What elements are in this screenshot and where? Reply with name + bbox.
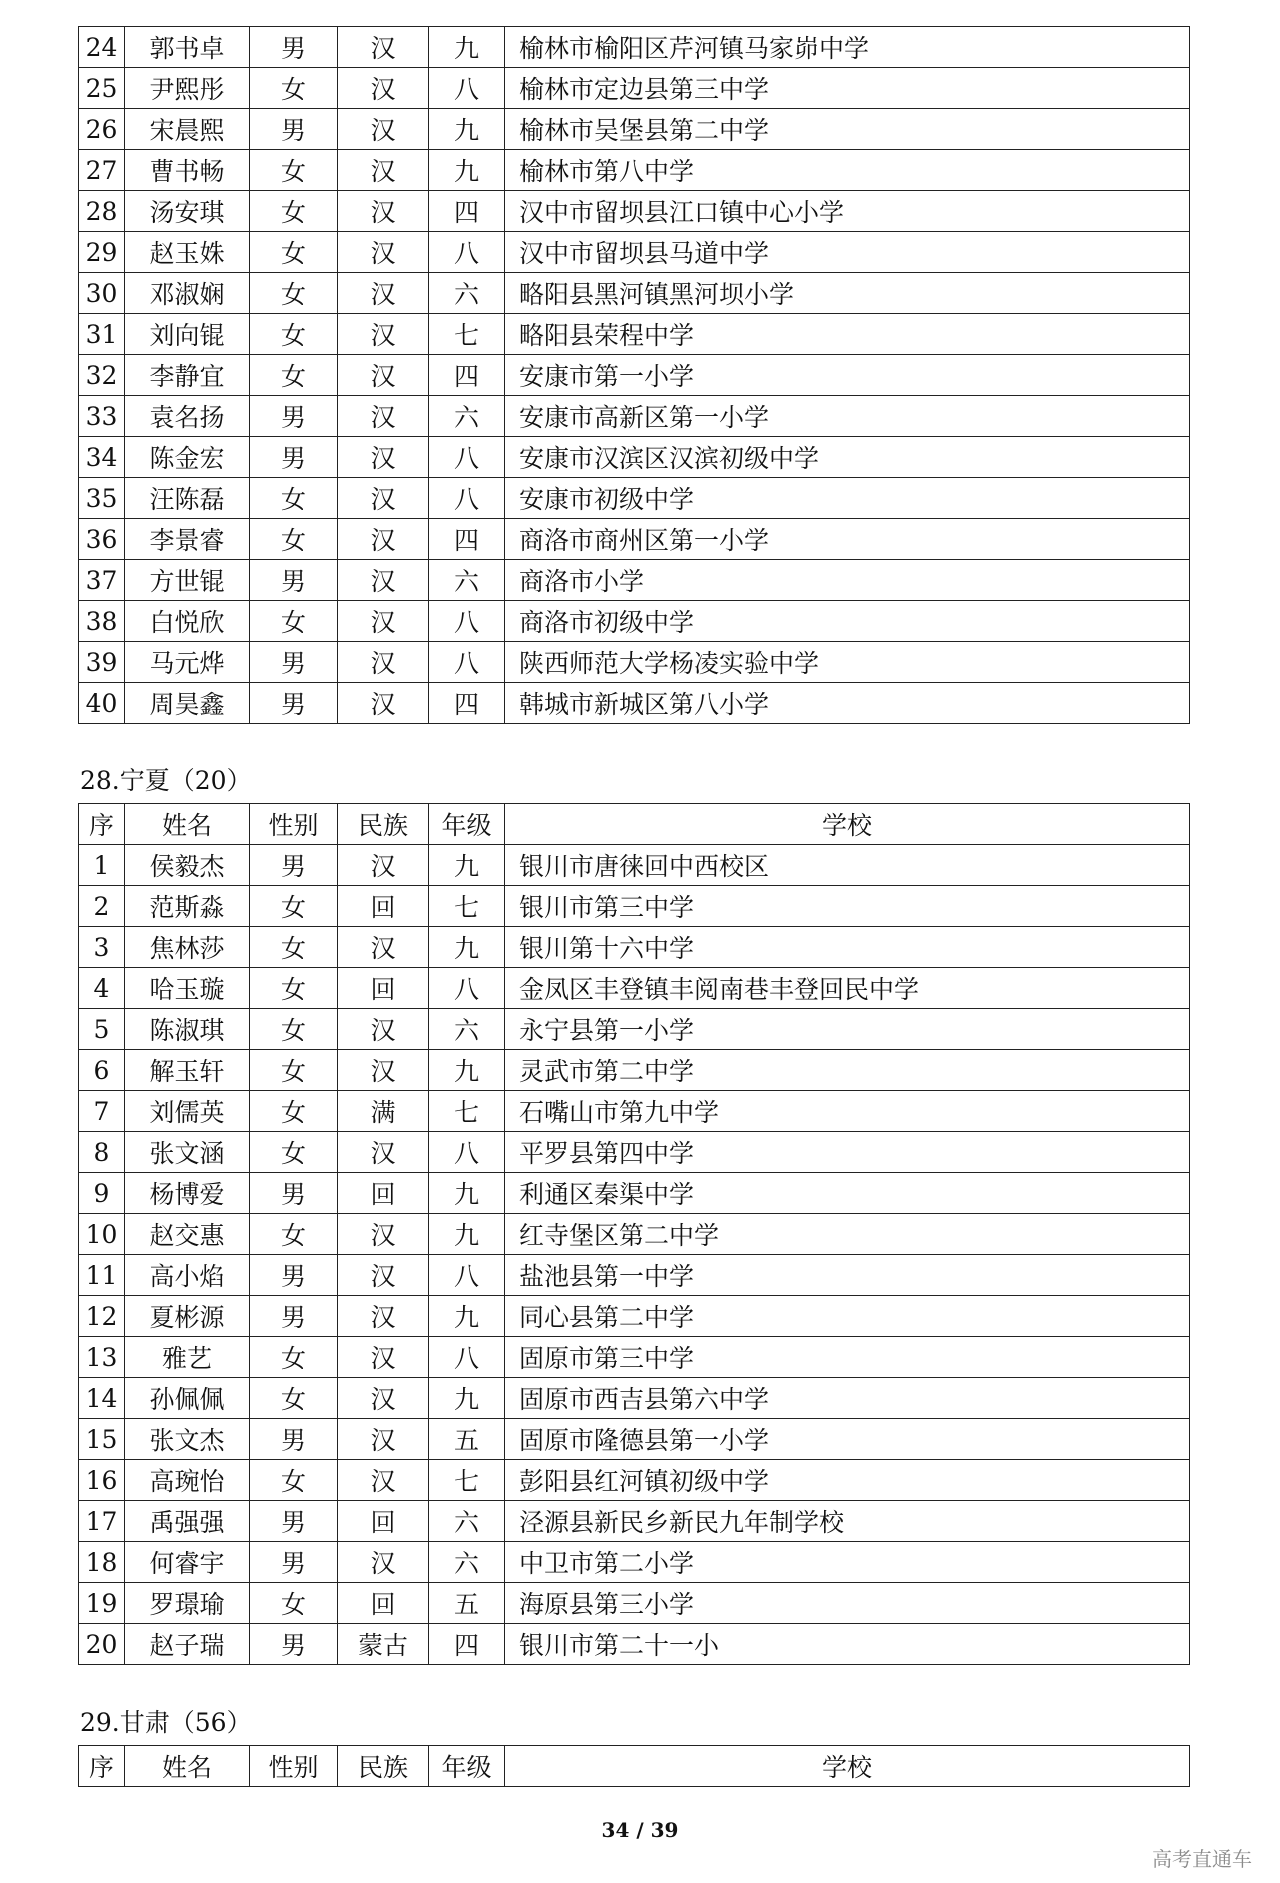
cell-grade: 六 xyxy=(429,1501,505,1542)
cell-grade: 七 xyxy=(429,314,505,355)
cell-no: 30 xyxy=(79,273,125,314)
cell-gender: 男 xyxy=(250,27,338,68)
header-grade: 年级 xyxy=(429,1746,505,1787)
cell-ethnicity: 汉 xyxy=(338,355,429,396)
cell-name: 高琬怡 xyxy=(125,1460,250,1501)
cell-no: 11 xyxy=(79,1255,125,1296)
cell-school: 盐池县第一中学 xyxy=(505,1255,1190,1296)
cell-grade: 九 xyxy=(429,150,505,191)
cell-ethnicity: 汉 xyxy=(338,109,429,150)
cell-name: 陈金宏 xyxy=(125,437,250,478)
cell-grade: 八 xyxy=(429,1255,505,1296)
cell-no: 39 xyxy=(79,642,125,683)
cell-school: 榆林市定边县第三中学 xyxy=(505,68,1190,109)
cell-ethnicity: 汉 xyxy=(338,927,429,968)
cell-no: 9 xyxy=(79,1173,125,1214)
cell-name: 马元烨 xyxy=(125,642,250,683)
table-row xyxy=(79,1583,1190,1624)
cell-no: 40 xyxy=(79,683,125,724)
table-row xyxy=(79,968,1190,1009)
table-row xyxy=(79,1173,1190,1214)
cell-school: 榆林市榆阳区芹河镇马家峁中学 xyxy=(505,27,1190,68)
table-row xyxy=(79,683,1190,724)
cell-ethnicity: 回 xyxy=(338,968,429,1009)
cell-no: 27 xyxy=(79,150,125,191)
table-header-row xyxy=(79,804,1190,845)
header-ethnicity: 民族 xyxy=(338,804,429,845)
cell-no: 10 xyxy=(79,1214,125,1255)
cell-gender: 女 xyxy=(250,927,338,968)
cell-school: 汉中市留坝县马道中学 xyxy=(505,232,1190,273)
cell-name: 宋晨熙 xyxy=(125,109,250,150)
cell-ethnicity: 汉 xyxy=(338,1460,429,1501)
cell-no: 4 xyxy=(79,968,125,1009)
cell-school: 海原县第三小学 xyxy=(505,1583,1190,1624)
cell-grade: 九 xyxy=(429,1378,505,1419)
cell-no: 8 xyxy=(79,1132,125,1173)
cell-gender: 女 xyxy=(250,1378,338,1419)
cell-gender: 女 xyxy=(250,1009,338,1050)
cell-no: 15 xyxy=(79,1419,125,1460)
cell-gender: 男 xyxy=(250,1542,338,1583)
cell-school: 泾源县新民乡新民九年制学校 xyxy=(505,1501,1190,1542)
table-row xyxy=(79,1624,1190,1665)
cell-ethnicity: 汉 xyxy=(338,1419,429,1460)
cell-name: 李静宜 xyxy=(125,355,250,396)
cell-grade: 七 xyxy=(429,1460,505,1501)
header-school: 学校 xyxy=(505,1746,1190,1787)
table-row xyxy=(79,1132,1190,1173)
table-row xyxy=(79,601,1190,642)
cell-ethnicity: 汉 xyxy=(338,273,429,314)
cell-grade: 五 xyxy=(429,1583,505,1624)
cell-school: 安康市汉滨区汉滨初级中学 xyxy=(505,437,1190,478)
cell-name: 汤安琪 xyxy=(125,191,250,232)
roster-table-gansu xyxy=(78,1745,1190,1787)
cell-ethnicity: 汉 xyxy=(338,1255,429,1296)
cell-grade: 四 xyxy=(429,519,505,560)
cell-ethnicity: 汉 xyxy=(338,845,429,886)
cell-school: 银川市第三中学 xyxy=(505,886,1190,927)
cell-no: 25 xyxy=(79,68,125,109)
cell-grade: 九 xyxy=(429,1214,505,1255)
cell-grade: 九 xyxy=(429,27,505,68)
cell-no: 13 xyxy=(79,1337,125,1378)
cell-ethnicity: 汉 xyxy=(338,683,429,724)
cell-name: 赵玉姝 xyxy=(125,232,250,273)
cell-no: 34 xyxy=(79,437,125,478)
table-row xyxy=(79,1542,1190,1583)
cell-no: 29 xyxy=(79,232,125,273)
cell-gender: 男 xyxy=(250,1296,338,1337)
cell-name: 焦林莎 xyxy=(125,927,250,968)
cell-no: 16 xyxy=(79,1460,125,1501)
cell-school: 榆林市第八中学 xyxy=(505,150,1190,191)
cell-school: 固原市隆德县第一小学 xyxy=(505,1419,1190,1460)
cell-ethnicity: 汉 xyxy=(338,68,429,109)
cell-name: 方世锟 xyxy=(125,560,250,601)
table-row xyxy=(79,1050,1190,1091)
cell-gender: 女 xyxy=(250,886,338,927)
cell-gender: 男 xyxy=(250,845,338,886)
cell-school: 银川第十六中学 xyxy=(505,927,1190,968)
table-row xyxy=(79,355,1190,396)
section-title-gansu: 29.甘肃（56） xyxy=(80,1708,252,1737)
cell-gender: 女 xyxy=(250,1460,338,1501)
cell-ethnicity: 汉 xyxy=(338,642,429,683)
cell-gender: 男 xyxy=(250,1501,338,1542)
cell-ethnicity: 汉 xyxy=(338,1214,429,1255)
cell-no: 2 xyxy=(79,886,125,927)
cell-gender: 女 xyxy=(250,519,338,560)
cell-no: 18 xyxy=(79,1542,125,1583)
cell-ethnicity: 汉 xyxy=(338,314,429,355)
table-row xyxy=(79,109,1190,150)
table-row xyxy=(79,191,1190,232)
cell-grade: 四 xyxy=(429,683,505,724)
cell-name: 夏彬源 xyxy=(125,1296,250,1337)
cell-grade: 七 xyxy=(429,886,505,927)
cell-gender: 男 xyxy=(250,396,338,437)
cell-name: 刘向锟 xyxy=(125,314,250,355)
cell-gender: 女 xyxy=(250,68,338,109)
cell-name: 汪陈磊 xyxy=(125,478,250,519)
cell-gender: 女 xyxy=(250,601,338,642)
cell-gender: 男 xyxy=(250,642,338,683)
header-name: 姓名 xyxy=(125,804,250,845)
cell-school: 商洛市商州区第一小学 xyxy=(505,519,1190,560)
header-school: 学校 xyxy=(505,804,1190,845)
cell-gender: 女 xyxy=(250,1050,338,1091)
table-row xyxy=(79,927,1190,968)
cell-school: 永宁县第一小学 xyxy=(505,1009,1190,1050)
header-name: 姓名 xyxy=(125,1746,250,1787)
table-row xyxy=(79,1091,1190,1132)
cell-school: 石嘴山市第九中学 xyxy=(505,1091,1190,1132)
cell-no: 17 xyxy=(79,1501,125,1542)
cell-grade: 六 xyxy=(429,396,505,437)
cell-no: 28 xyxy=(79,191,125,232)
cell-no: 35 xyxy=(79,478,125,519)
cell-school: 安康市高新区第一小学 xyxy=(505,396,1190,437)
cell-school: 汉中市留坝县江口镇中心小学 xyxy=(505,191,1190,232)
cell-ethnicity: 汉 xyxy=(338,1378,429,1419)
table-row xyxy=(79,1501,1190,1542)
cell-no: 3 xyxy=(79,927,125,968)
table-row xyxy=(79,478,1190,519)
cell-gender: 男 xyxy=(250,560,338,601)
table-row xyxy=(79,314,1190,355)
cell-ethnicity: 汉 xyxy=(338,478,429,519)
cell-gender: 女 xyxy=(250,1091,338,1132)
cell-name: 雅艺 xyxy=(125,1337,250,1378)
cell-no: 36 xyxy=(79,519,125,560)
cell-school: 平罗县第四中学 xyxy=(505,1132,1190,1173)
table-row xyxy=(79,845,1190,886)
cell-name: 袁名扬 xyxy=(125,396,250,437)
cell-grade: 八 xyxy=(429,68,505,109)
cell-name: 哈玉璇 xyxy=(125,968,250,1009)
table-row xyxy=(79,273,1190,314)
cell-school: 安康市第一小学 xyxy=(505,355,1190,396)
cell-ethnicity: 回 xyxy=(338,1583,429,1624)
cell-gender: 女 xyxy=(250,1132,338,1173)
cell-name: 孙佩佩 xyxy=(125,1378,250,1419)
cell-grade: 八 xyxy=(429,1132,505,1173)
cell-ethnicity: 汉 xyxy=(338,191,429,232)
cell-name: 何睿宇 xyxy=(125,1542,250,1583)
cell-no: 12 xyxy=(79,1296,125,1337)
table-row xyxy=(79,642,1190,683)
cell-grade: 五 xyxy=(429,1419,505,1460)
cell-ethnicity: 回 xyxy=(338,1501,429,1542)
table-row xyxy=(79,68,1190,109)
cell-gender: 男 xyxy=(250,1419,338,1460)
cell-school: 略阳县黑河镇黑河坝小学 xyxy=(505,273,1190,314)
cell-ethnicity: 汉 xyxy=(338,1050,429,1091)
cell-name: 陈淑琪 xyxy=(125,1009,250,1050)
cell-grade: 九 xyxy=(429,1050,505,1091)
cell-school: 银川市第二十一小 xyxy=(505,1624,1190,1665)
cell-ethnicity: 满 xyxy=(338,1091,429,1132)
table-row xyxy=(79,396,1190,437)
cell-gender: 男 xyxy=(250,1624,338,1665)
cell-grade: 九 xyxy=(429,109,505,150)
page-number: 34 / 39 xyxy=(601,1818,679,1842)
cell-ethnicity: 汉 xyxy=(338,560,429,601)
cell-name: 赵交惠 xyxy=(125,1214,250,1255)
cell-no: 14 xyxy=(79,1378,125,1419)
cell-name: 曹书畅 xyxy=(125,150,250,191)
cell-school: 陕西师范大学杨凌实验中学 xyxy=(505,642,1190,683)
table-row xyxy=(79,1296,1190,1337)
table-row xyxy=(79,232,1190,273)
cell-gender: 女 xyxy=(250,150,338,191)
cell-name: 高小焰 xyxy=(125,1255,250,1296)
cell-grade: 八 xyxy=(429,232,505,273)
cell-school: 红寺堡区第二中学 xyxy=(505,1214,1190,1255)
cell-grade: 四 xyxy=(429,1624,505,1665)
cell-no: 26 xyxy=(79,109,125,150)
cell-grade: 八 xyxy=(429,601,505,642)
cell-name: 邓淑娴 xyxy=(125,273,250,314)
cell-gender: 女 xyxy=(250,314,338,355)
table-row xyxy=(79,1255,1190,1296)
cell-ethnicity: 汉 xyxy=(338,27,429,68)
cell-school: 中卫市第二小学 xyxy=(505,1542,1190,1583)
cell-ethnicity: 汉 xyxy=(338,437,429,478)
cell-no: 38 xyxy=(79,601,125,642)
cell-no: 32 xyxy=(79,355,125,396)
roster-table-body xyxy=(79,27,1190,724)
cell-grade: 七 xyxy=(429,1091,505,1132)
cell-school: 金凤区丰登镇丰阅南巷丰登回民中学 xyxy=(505,968,1190,1009)
cell-gender: 男 xyxy=(250,109,338,150)
cell-ethnicity: 汉 xyxy=(338,232,429,273)
cell-no: 19 xyxy=(79,1583,125,1624)
cell-ethnicity: 汉 xyxy=(338,1132,429,1173)
cell-grade: 八 xyxy=(429,478,505,519)
cell-no: 24 xyxy=(79,27,125,68)
cell-school: 同心县第二中学 xyxy=(505,1296,1190,1337)
watermark: 高考直通车 xyxy=(1152,1847,1252,1871)
cell-grade: 六 xyxy=(429,273,505,314)
cell-grade: 四 xyxy=(429,355,505,396)
cell-no: 5 xyxy=(79,1009,125,1050)
table-row xyxy=(79,1460,1190,1501)
cell-school: 略阳县荣程中学 xyxy=(505,314,1190,355)
cell-ethnicity: 汉 xyxy=(338,1542,429,1583)
table-row xyxy=(79,519,1190,560)
cell-ethnicity: 汉 xyxy=(338,150,429,191)
cell-name: 杨博爱 xyxy=(125,1173,250,1214)
cell-grade: 九 xyxy=(429,1173,505,1214)
cell-gender: 女 xyxy=(250,191,338,232)
cell-no: 7 xyxy=(79,1091,125,1132)
cell-name: 禹强强 xyxy=(125,1501,250,1542)
cell-grade: 九 xyxy=(429,927,505,968)
cell-ethnicity: 汉 xyxy=(338,1009,429,1050)
header-gender: 性别 xyxy=(250,1746,338,1787)
cell-name: 尹熙彤 xyxy=(125,68,250,109)
cell-no: 6 xyxy=(79,1050,125,1091)
cell-school: 安康市初级中学 xyxy=(505,478,1190,519)
cell-gender: 女 xyxy=(250,1583,338,1624)
cell-school: 固原市第三中学 xyxy=(505,1337,1190,1378)
cell-no: 37 xyxy=(79,560,125,601)
cell-name: 刘儒英 xyxy=(125,1091,250,1132)
roster-table-continued xyxy=(78,26,1190,724)
cell-ethnicity: 汉 xyxy=(338,396,429,437)
cell-gender: 男 xyxy=(250,1255,338,1296)
roster-table-body xyxy=(79,845,1190,1665)
header-no: 序 xyxy=(79,804,125,845)
table-row xyxy=(79,1419,1190,1460)
cell-name: 周昊鑫 xyxy=(125,683,250,724)
table-row xyxy=(79,560,1190,601)
cell-grade: 六 xyxy=(429,1542,505,1583)
cell-name: 张文杰 xyxy=(125,1419,250,1460)
cell-gender: 女 xyxy=(250,968,338,1009)
table-row xyxy=(79,27,1190,68)
cell-grade: 九 xyxy=(429,845,505,886)
table-row xyxy=(79,1214,1190,1255)
table-row xyxy=(79,886,1190,927)
cell-gender: 男 xyxy=(250,683,338,724)
cell-name: 范斯淼 xyxy=(125,886,250,927)
cell-ethnicity: 汉 xyxy=(338,519,429,560)
cell-gender: 女 xyxy=(250,1337,338,1378)
cell-grade: 八 xyxy=(429,642,505,683)
cell-gender: 男 xyxy=(250,437,338,478)
cell-ethnicity: 汉 xyxy=(338,1296,429,1337)
cell-grade: 九 xyxy=(429,1296,505,1337)
cell-gender: 男 xyxy=(250,1173,338,1214)
cell-grade: 八 xyxy=(429,1337,505,1378)
cell-grade: 八 xyxy=(429,968,505,1009)
cell-ethnicity: 回 xyxy=(338,1173,429,1214)
cell-no: 20 xyxy=(79,1624,125,1665)
cell-grade: 四 xyxy=(429,191,505,232)
cell-school: 商洛市小学 xyxy=(505,560,1190,601)
cell-name: 白悦欣 xyxy=(125,601,250,642)
cell-name: 解玉轩 xyxy=(125,1050,250,1091)
cell-no: 31 xyxy=(79,314,125,355)
cell-school: 灵武市第二中学 xyxy=(505,1050,1190,1091)
cell-name: 赵子瑞 xyxy=(125,1624,250,1665)
cell-gender: 女 xyxy=(250,355,338,396)
cell-grade: 六 xyxy=(429,1009,505,1050)
cell-school: 商洛市初级中学 xyxy=(505,601,1190,642)
cell-gender: 女 xyxy=(250,273,338,314)
cell-name: 罗璟瑜 xyxy=(125,1583,250,1624)
section-title-ningxia: 28.宁夏（20） xyxy=(80,766,252,795)
cell-grade: 八 xyxy=(429,437,505,478)
roster-table-ningxia xyxy=(78,803,1190,1665)
cell-school: 彭阳县红河镇初级中学 xyxy=(505,1460,1190,1501)
table-row xyxy=(79,1009,1190,1050)
header-grade: 年级 xyxy=(429,804,505,845)
cell-ethnicity: 回 xyxy=(338,886,429,927)
table-row xyxy=(79,150,1190,191)
cell-school: 固原市西吉县第六中学 xyxy=(505,1378,1190,1419)
table-row xyxy=(79,437,1190,478)
cell-name: 张文涵 xyxy=(125,1132,250,1173)
header-no: 序 xyxy=(79,1746,125,1787)
cell-school: 银川市唐徕回中西校区 xyxy=(505,845,1190,886)
cell-name: 李景睿 xyxy=(125,519,250,560)
table-header-row xyxy=(79,1746,1190,1787)
cell-name: 侯毅杰 xyxy=(125,845,250,886)
cell-no: 33 xyxy=(79,396,125,437)
header-gender: 性别 xyxy=(250,804,338,845)
cell-gender: 女 xyxy=(250,478,338,519)
cell-ethnicity: 蒙古 xyxy=(338,1624,429,1665)
cell-school: 榆林市吴堡县第二中学 xyxy=(505,109,1190,150)
cell-ethnicity: 汉 xyxy=(338,601,429,642)
cell-no: 1 xyxy=(79,845,125,886)
cell-grade: 六 xyxy=(429,560,505,601)
cell-gender: 女 xyxy=(250,232,338,273)
header-ethnicity: 民族 xyxy=(338,1746,429,1787)
table-row xyxy=(79,1378,1190,1419)
cell-ethnicity: 汉 xyxy=(338,1337,429,1378)
cell-school: 韩城市新城区第八小学 xyxy=(505,683,1190,724)
cell-school: 利通区秦渠中学 xyxy=(505,1173,1190,1214)
table-row xyxy=(79,1337,1190,1378)
cell-name: 郭书卓 xyxy=(125,27,250,68)
cell-gender: 女 xyxy=(250,1214,338,1255)
